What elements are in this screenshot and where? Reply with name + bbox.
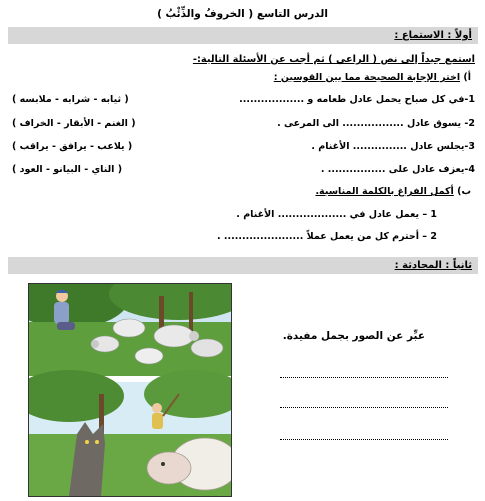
question-text: 3-يجلس عادل ............... الأغنام . <box>311 141 475 152</box>
section-heading-listening-text: أولاً : الاستماع : <box>394 30 472 41</box>
shepherd-legs <box>57 322 75 330</box>
boy-body <box>152 413 163 429</box>
sheep-head <box>91 340 99 348</box>
listening-instruction-text: استمع جيداً إلى نص ( الراعي ) ثم أجب عن الأسئلة التالية:- <box>192 54 475 65</box>
answer-line[interactable] <box>280 377 448 378</box>
question-text: 1-في كل صباح يحمل عادل طعامه و .................. <box>239 94 475 105</box>
wolf-eye <box>95 440 99 444</box>
answer-line[interactable] <box>280 439 448 440</box>
sheep <box>154 325 194 347</box>
question-text: 4-يعزف عادل على ................ . <box>320 164 475 175</box>
question-row <box>12 118 475 132</box>
question-options: ( يلاعب - يرافق - يراقب ) <box>12 141 133 152</box>
sheep-head <box>147 452 191 484</box>
question-text: 2- يسوق عادل ................. الى المرعى . <box>277 118 475 129</box>
story-illustration-svg <box>29 284 231 496</box>
fill-in-item: 2 – أحترم كل من يعمل عملاً ...................... . <box>217 231 437 242</box>
shepherd-body <box>54 302 69 324</box>
lesson-title: الدرس التاسع ( الخروفُ والذِّئْبُ ) <box>157 8 328 20</box>
part-a-instruction <box>274 72 471 83</box>
part-b-label: ب) <box>457 186 471 197</box>
sheep <box>113 319 145 337</box>
section-heading-listening <box>8 27 478 44</box>
part-a-instruction-text: اختر الإجابة الصحيحة مما بين القوسين : <box>273 72 461 83</box>
part-b-instruction <box>315 186 471 197</box>
listening-instruction <box>193 54 475 65</box>
question-row <box>12 164 475 178</box>
question-options: ( ثيابه - شرابه - ملابسه ) <box>12 94 129 105</box>
sheep-head <box>189 331 199 341</box>
question-row <box>12 94 475 108</box>
wolf-eye <box>85 440 89 444</box>
conversation-prompt: عبِّر عن الصور بجمل مفيدة. <box>282 330 425 342</box>
answer-line[interactable] <box>280 407 448 408</box>
question-options: ( الناي - البيانو - العود ) <box>12 164 123 175</box>
section-heading-conversation-text: ثانياً : المحادثة : <box>394 260 472 271</box>
question-options: ( الغنم - الأبقار - الخراف ) <box>12 118 136 129</box>
story-illustration <box>28 283 232 497</box>
sheep-eye <box>161 462 165 466</box>
part-a-label: أ) <box>463 72 471 83</box>
fill-in-item: 1 – يعمل عادل في ................... الأغنام . <box>236 209 437 220</box>
sheep <box>191 339 223 357</box>
sheep <box>135 348 163 364</box>
boy-head <box>152 403 162 413</box>
question-row <box>12 141 475 155</box>
part-b-instruction-text: أكمل الفراغ بالكلمة المناسبة. <box>315 186 454 197</box>
section-heading-conversation <box>8 257 478 274</box>
